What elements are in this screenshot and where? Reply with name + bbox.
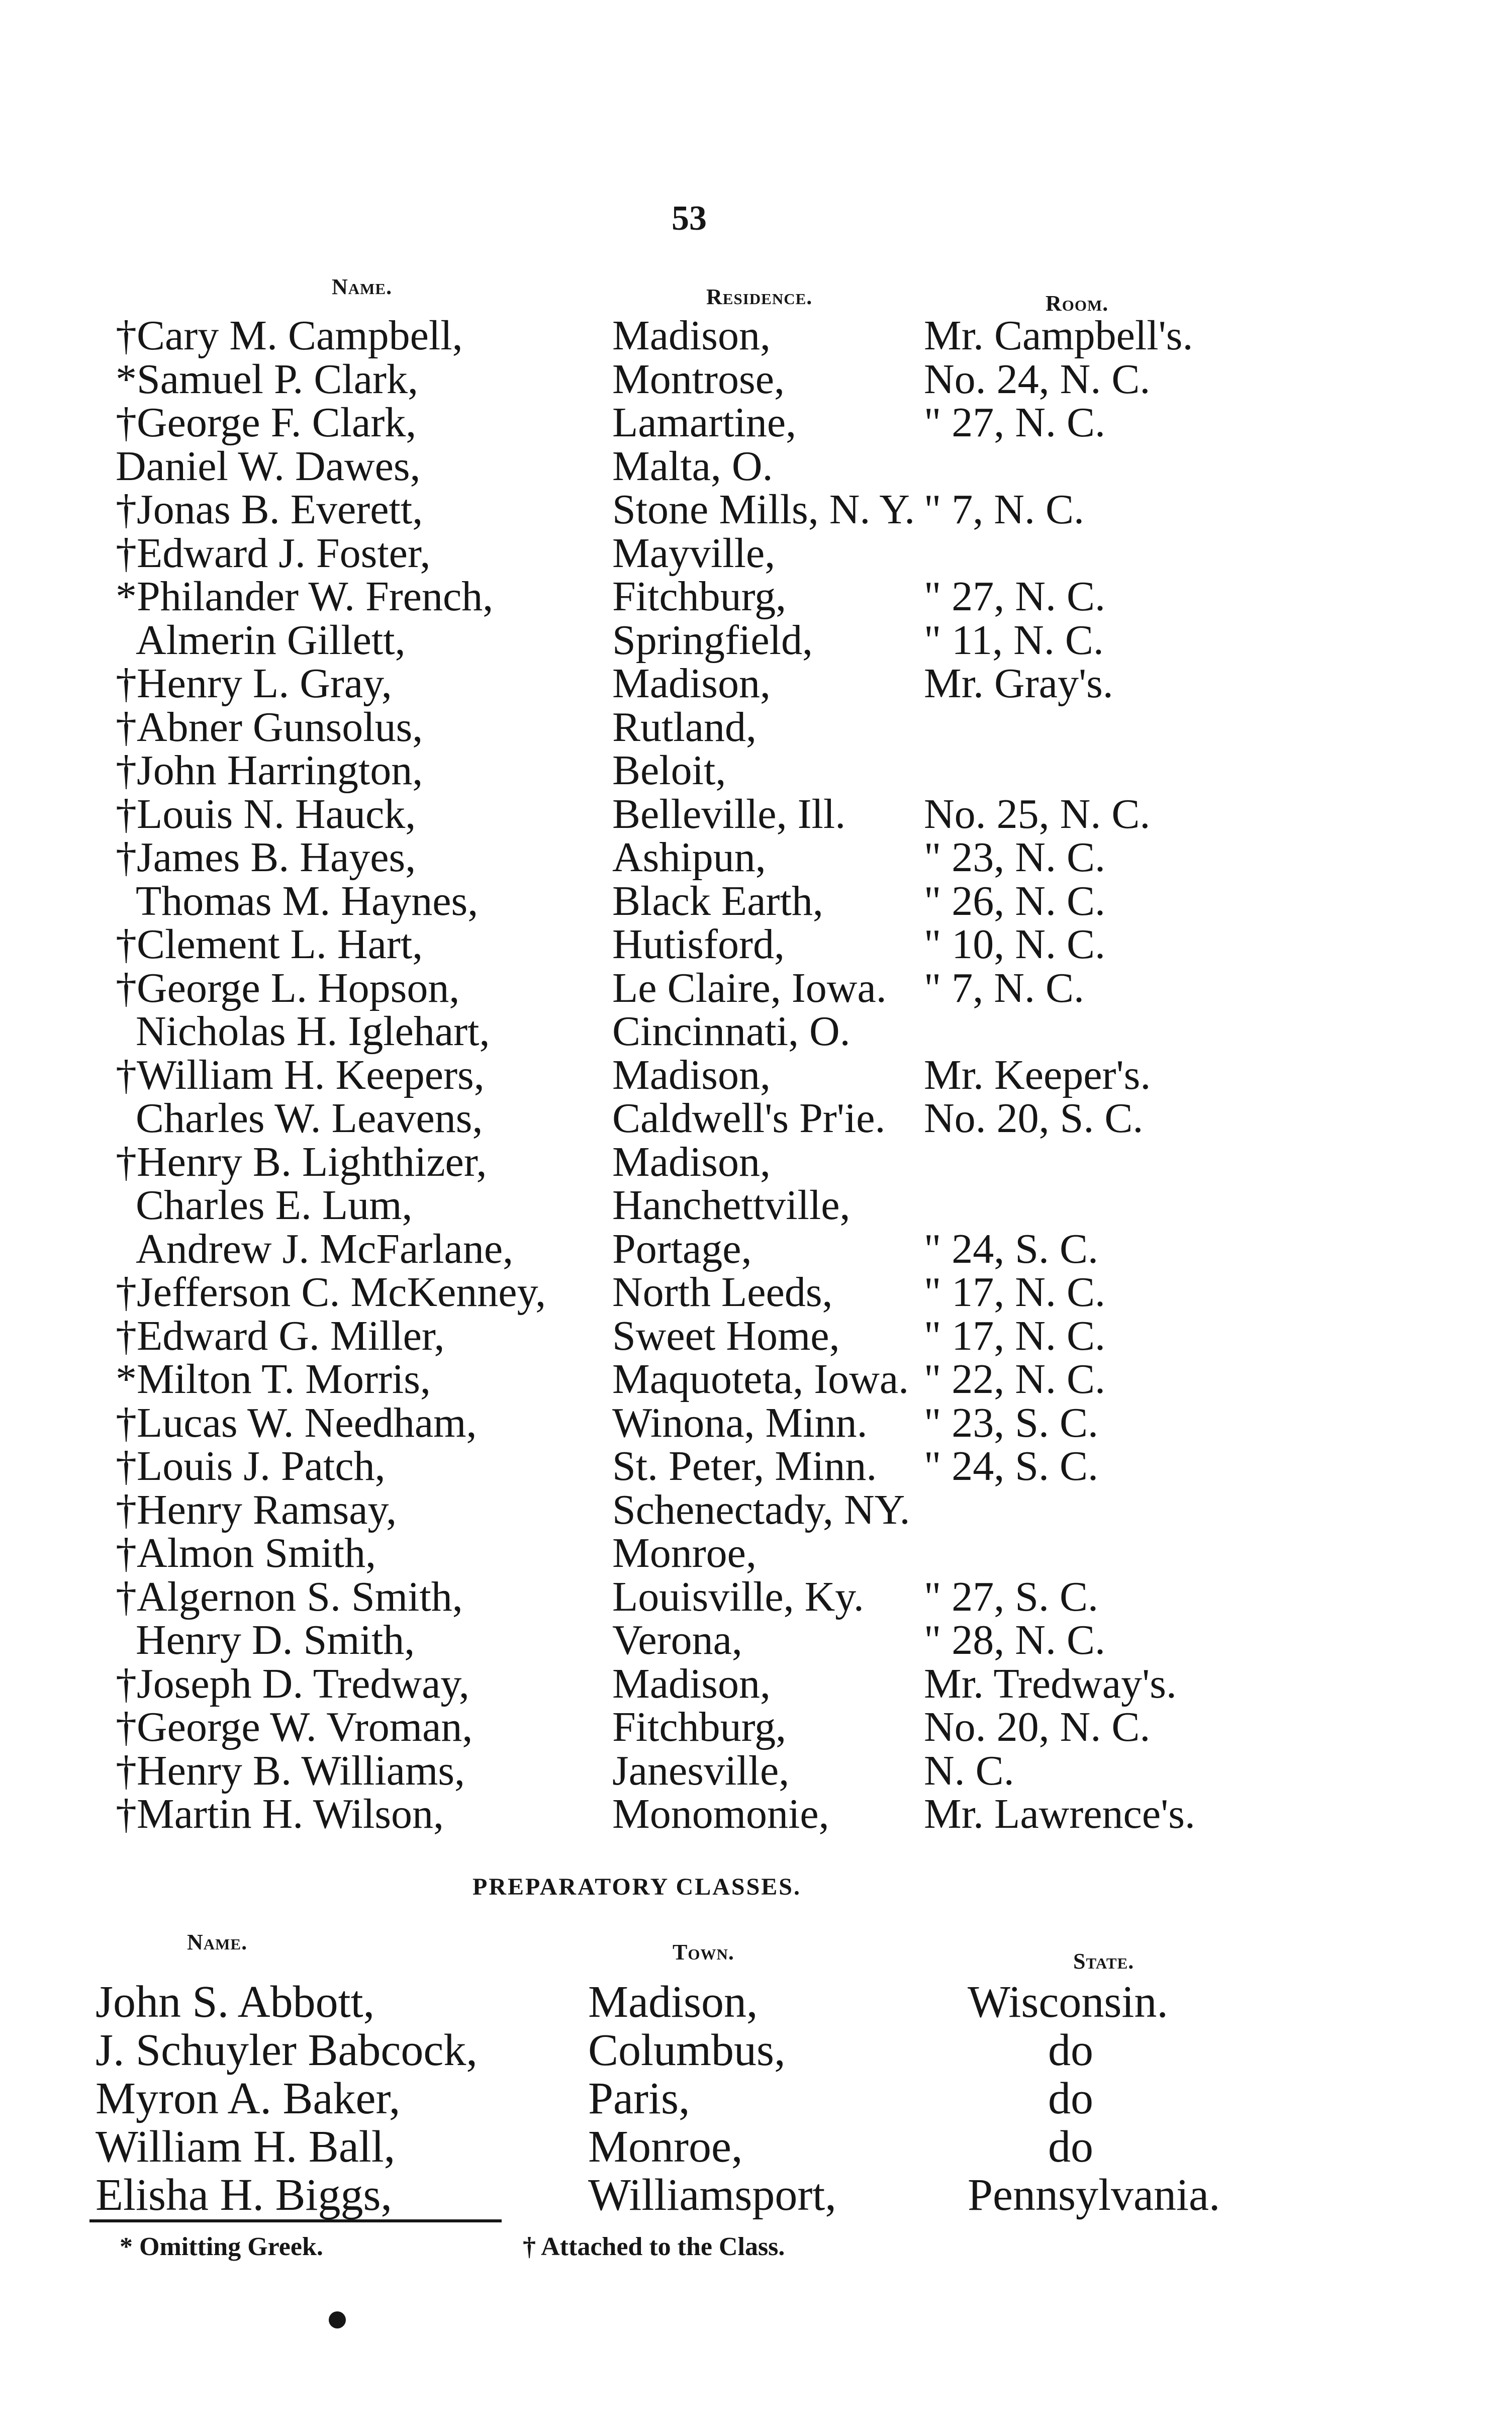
student-residence: Black Earth, [612, 877, 823, 924]
student-room: Mr. Gray's. [924, 660, 1113, 707]
student-room: " 26, N. C. [924, 877, 1105, 924]
preparatory-row [0, 2171, 1512, 2219]
prep-header-state: State. [1073, 1949, 1135, 1974]
student-room: No. 24, N. C. [924, 355, 1151, 403]
student-row [0, 703, 1512, 751]
student-name: *Philander W. French, [116, 573, 494, 620]
student-room: " 7, N. C. [924, 964, 1084, 1011]
prep-town: Williamsport, [588, 2170, 836, 2220]
student-name: Henry D. Smith, [136, 1617, 415, 1663]
student-row [0, 1399, 1512, 1446]
student-residence: Hutisford, [612, 921, 785, 968]
student-name: †Algernon S. Smith, [116, 1573, 463, 1620]
student-row [0, 1662, 1512, 1706]
header-name: Name. [332, 274, 393, 299]
student-row [0, 1749, 1512, 1793]
student-room: " 24, S. C. [924, 1443, 1099, 1489]
prep-town: Monroe, [588, 2122, 743, 2172]
student-residence: North Leeds, [612, 1269, 833, 1316]
student-residence: Cincinnati, O. [612, 1008, 850, 1055]
student-room: " 24, S. C. [924, 1225, 1099, 1272]
prep-state: do [1048, 2074, 1093, 2123]
student-name: *Milton T. Morris, [116, 1356, 431, 1403]
prep-name: J. Schuyler Babcock, [96, 2025, 478, 2075]
student-name: *Samuel P. Clark, [116, 355, 418, 403]
student-name: †George L. Hopson, [116, 964, 460, 1011]
student-row [0, 1138, 1512, 1185]
student-name: †Clement L. Hart, [116, 921, 423, 968]
student-room: " 7, N. C. [924, 486, 1084, 533]
preparatory-row [0, 2123, 1512, 2171]
student-row [0, 1532, 1512, 1575]
student-room: " 23, N. C. [924, 834, 1105, 881]
student-row [0, 1619, 1512, 1662]
student-name: †Lucas W. Needham, [116, 1399, 477, 1446]
student-row [0, 1793, 1512, 1836]
student-residence: Belleville, Ill. [612, 790, 846, 837]
student-row [0, 1488, 1512, 1532]
student-name: †Henry B. Williams, [116, 1747, 465, 1794]
student-room: Mr. Keeper's. [924, 1051, 1151, 1098]
student-row [0, 1575, 1512, 1619]
student-name: †Henry B. Lighthizer, [116, 1138, 487, 1185]
student-row [0, 314, 1512, 358]
footnote-rule [89, 2219, 502, 2222]
student-name: Thomas M. Haynes, [136, 877, 479, 924]
student-row [0, 1097, 1512, 1141]
student-residence: Maquoteta, Iowa. [612, 1356, 909, 1403]
student-row [0, 1312, 1512, 1359]
preparatory-classes-title: PREPARATORY CLASSES. [472, 1874, 801, 1900]
prep-town: Madison, [588, 1977, 758, 2027]
preparatory-row [0, 2026, 1512, 2075]
student-name: †Henry L. Gray, [116, 660, 392, 707]
student-residence: Fitchburg, [612, 573, 787, 620]
preparatory-row [0, 1978, 1512, 2026]
student-room: " 10, N. C. [924, 921, 1105, 968]
student-residence: Schenectady, NY. [612, 1486, 910, 1533]
student-row [0, 442, 1512, 490]
student-residence: Le Claire, Iowa. [612, 964, 887, 1011]
student-residence: Rutland, [612, 703, 757, 751]
student-name: †George F. Clark, [116, 399, 417, 446]
student-room: " 27, N. C. [924, 573, 1105, 620]
student-row [0, 1184, 1512, 1228]
student-room: " 17, N. C. [924, 1269, 1105, 1316]
student-residence: Verona, [612, 1617, 742, 1663]
student-residence: Montrose, [612, 355, 785, 403]
student-residence: Madison, [612, 312, 771, 359]
prep-name: William H. Ball, [96, 2122, 396, 2172]
student-residence: Beloit, [612, 747, 726, 794]
student-residence: Caldwell's Pr'ie. [612, 1095, 886, 1142]
prep-header-town: Town. [673, 1940, 734, 1965]
student-residence: Sweet Home, [612, 1312, 840, 1359]
prep-town: Columbus, [588, 2025, 786, 2075]
student-name: †Louis N. Hauck, [116, 790, 416, 837]
student-room: " 28, N. C. [924, 1617, 1105, 1663]
prep-name: John S. Abbott, [96, 1977, 375, 2027]
student-residence: Fitchburg, [612, 1704, 787, 1750]
student-room: N. C. [924, 1747, 1014, 1794]
student-room: " 17, N. C. [924, 1312, 1105, 1359]
footnote-attached: † Attached to the Class. [523, 2232, 785, 2261]
student-row [0, 836, 1512, 880]
prep-state: Wisconsin. [968, 1977, 1168, 2027]
header-residence: Residence. [706, 285, 813, 309]
student-residence: Madison, [612, 660, 771, 707]
student-room: No. 20, S. C. [924, 1095, 1144, 1142]
student-row [0, 488, 1512, 532]
prep-town: Paris, [588, 2074, 690, 2123]
student-row [0, 1225, 1512, 1272]
student-name: †Almon Smith, [116, 1530, 376, 1576]
student-residence: Mayville, [612, 529, 776, 577]
student-name: Almerin Gillett, [136, 616, 406, 664]
student-row [0, 1706, 1512, 1749]
prep-state: do [1048, 2025, 1093, 2075]
student-name: Nicholas H. Iglehart, [136, 1008, 490, 1055]
prep-state: Pennsylvania. [968, 2170, 1220, 2220]
preparatory-row [0, 2075, 1512, 2123]
page-number: 53 [672, 199, 707, 238]
student-row [0, 790, 1512, 837]
prep-state: do [1048, 2122, 1093, 2172]
prep-name: Myron A. Baker, [96, 2074, 401, 2123]
student-residence: Malta, O. [612, 442, 773, 490]
student-name: †Edward G. Miller, [116, 1312, 445, 1359]
student-room: " 11, N. C. [924, 616, 1104, 664]
student-row [0, 616, 1512, 664]
student-residence: Ashipun, [612, 834, 766, 881]
student-residence: St. Peter, Minn. [612, 1443, 877, 1489]
student-row [0, 575, 1512, 619]
header-room: Room. [1046, 291, 1109, 316]
student-room: No. 20, N. C. [924, 1704, 1151, 1750]
student-name: Charles E. Lum, [136, 1182, 413, 1229]
student-residence: Lamartine, [612, 399, 797, 446]
student-room: " 22, N. C. [924, 1356, 1105, 1403]
student-residence: Hanchettville, [612, 1182, 850, 1229]
footnote-omitting-greek: * Omitting Greek. [120, 2232, 323, 2261]
student-name: †Abner Gunsolus, [116, 703, 423, 751]
student-residence: Madison, [612, 1138, 771, 1185]
student-row [0, 1445, 1512, 1488]
student-row [0, 355, 1512, 403]
student-name: Andrew J. McFarlane, [136, 1225, 514, 1272]
student-name: †Cary M. Campbell, [116, 312, 463, 359]
student-row [0, 1010, 1512, 1054]
student-name: Daniel W. Dawes, [116, 442, 421, 490]
student-name: †Jefferson C. McKenney, [116, 1269, 546, 1316]
student-name: †Edward J. Foster, [116, 529, 431, 577]
student-room: Mr. Lawrence's. [924, 1791, 1195, 1837]
student-residence: Monroe, [612, 1530, 757, 1576]
student-name: †Louis J. Patch, [116, 1443, 386, 1489]
student-row [0, 401, 1512, 445]
student-residence: Janesville, [612, 1747, 790, 1794]
student-name: †Henry Ramsay, [116, 1486, 397, 1533]
prep-header-name: Name. [187, 1930, 248, 1954]
student-name: †Martin H. Wilson, [116, 1791, 444, 1837]
student-room: Mr. Tredway's. [924, 1660, 1177, 1707]
student-residence: Monomonie, [612, 1791, 829, 1837]
student-row [0, 1271, 1512, 1315]
bullet-ornament [329, 2311, 346, 2328]
student-row [0, 662, 1512, 706]
student-name: †James B. Hayes, [116, 834, 416, 881]
student-name: †William H. Keepers, [116, 1051, 485, 1098]
student-name: †George W. Vroman, [116, 1704, 473, 1750]
student-residence: Madison, [612, 1051, 771, 1098]
student-row [0, 923, 1512, 967]
student-row [0, 1051, 1512, 1098]
student-room: Mr. Campbell's. [924, 312, 1193, 359]
student-residence: Louisville, Ky. [612, 1573, 864, 1620]
student-residence: Springfield, [612, 616, 813, 664]
student-room: " 27, N. C. [924, 399, 1105, 446]
student-row [0, 964, 1512, 1011]
student-row [0, 529, 1512, 577]
student-name: †Joseph D. Tredway, [116, 1660, 469, 1707]
student-room: " 23, S. C. [924, 1399, 1099, 1446]
student-residence: Stone Mills, N. Y. [612, 486, 915, 533]
student-residence: Winona, Minn. [612, 1399, 868, 1446]
preparatory-roster [0, 1978, 1512, 2219]
student-residence: Madison, [612, 1660, 771, 1707]
student-row [0, 877, 1512, 924]
student-room: No. 25, N. C. [924, 790, 1151, 837]
prep-name: Elisha H. Biggs, [96, 2170, 393, 2220]
student-name: †Jonas B. Everett, [116, 486, 423, 533]
student-roster [0, 314, 1512, 1836]
student-residence: Portage, [612, 1225, 752, 1272]
student-name: †John Harrington, [116, 747, 423, 794]
student-name: Charles W. Leavens, [136, 1095, 483, 1142]
student-row [0, 1358, 1512, 1402]
student-row [0, 749, 1512, 793]
student-room: " 27, S. C. [924, 1573, 1099, 1620]
